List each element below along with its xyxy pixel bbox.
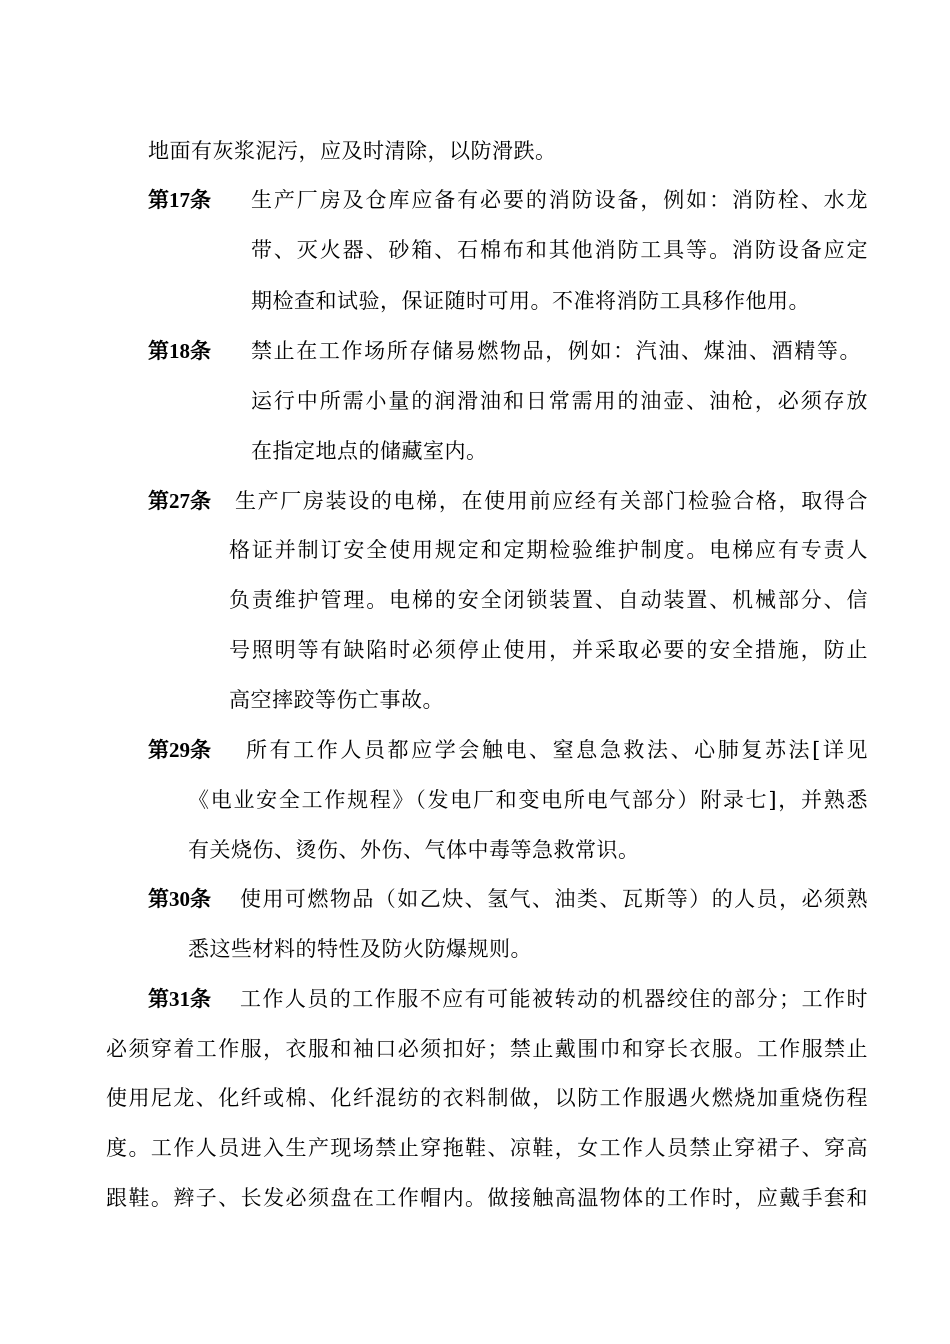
article-17-line-3: 期检查和试验，保证随时可用。不准将消防工具移作他用。 (251, 289, 810, 313)
article-18-label: 第18条 (148, 339, 211, 363)
article-17-label: 第17条 (148, 188, 211, 212)
article-31-line-4: 度。工作人员进入生产现场禁止穿拖鞋、凉鞋，女工作人员禁止穿裙子、穿高 (106, 1136, 868, 1160)
article-29-label: 第29条 (148, 738, 211, 762)
article-31-line-3: 使用尼龙、化纤或棉、化纤混纺的衣料制做，以防工作服遇火燃烧加重烧伤程 (106, 1086, 868, 1110)
article-17-line-2: 带、灭火器、砂箱、石棉布和其他消防工具等。消防设备应定 (251, 238, 868, 262)
intro-line: 地面有灰浆泥污，应及时清除，以防滑跌。 (148, 139, 557, 163)
article-29-line-2: 《电业安全工作规程》（发电厂和变电所电气部分）附录七]，并熟悉 (188, 788, 868, 812)
article-27-line-2: 格证并制订安全使用规定和定期检验维护制度。电梯应有专责人 (229, 538, 868, 562)
article-30-line-2: 悉这些材料的特性及防火防爆规则。 (188, 937, 532, 961)
article-31-line-1: 工作人员的工作服不应有可能被转动的机器绞住的部分；工作时 (240, 987, 868, 1011)
article-18-line-3: 在指定地点的储藏室内。 (251, 439, 488, 463)
article-27-line-5: 高空摔跤等伤亡事故。 (229, 688, 444, 712)
article-30-label: 第30条 (148, 887, 211, 911)
article-30-line-1: 使用可燃物品（如乙炔、氢气、油类、瓦斯等）的人员，必须熟 (240, 887, 868, 911)
article-18-line-1: 禁止在工作场所存储易燃物品，例如：汽油、煤油、酒精等。 (251, 339, 861, 363)
article-27-line-1: 生产厂房装设的电梯，在使用前应经有关部门检验合格，取得合 (235, 489, 868, 513)
article-31-label: 第31条 (148, 987, 211, 1011)
article-27-line-4: 号照明等有缺陷时必须停止使用，并采取必要的安全措施，防止 (229, 638, 868, 662)
article-18-line-2: 运行中所需小量的润滑油和日常需用的油壶、油枪，必须存放 (251, 389, 868, 413)
article-17-line-1: 生产厂房及仓库应备有必要的消防设备，例如：消防栓、水龙 (251, 188, 868, 212)
article-29-line-1: 所有工作人员都应学会触电、窒息急救法、心肺复苏法[详见 (246, 738, 868, 762)
article-27-label: 第27条 (148, 489, 211, 513)
article-31-line-2: 必须穿着工作服，衣服和袖口必须扣好；禁止戴围巾和穿长衣服。工作服禁止 (106, 1037, 868, 1061)
article-27-line-3: 负责维护管理。电梯的安全闭锁装置、自动装置、机械部分、信 (229, 588, 868, 612)
article-29-line-3: 有关烧伤、烫伤、外伤、气体中毒等急救常识。 (188, 838, 640, 862)
article-31-line-5: 跟鞋。辫子、长发必须盘在工作帽内。做接触高温物体的工作时，应戴手套和 (106, 1186, 868, 1210)
